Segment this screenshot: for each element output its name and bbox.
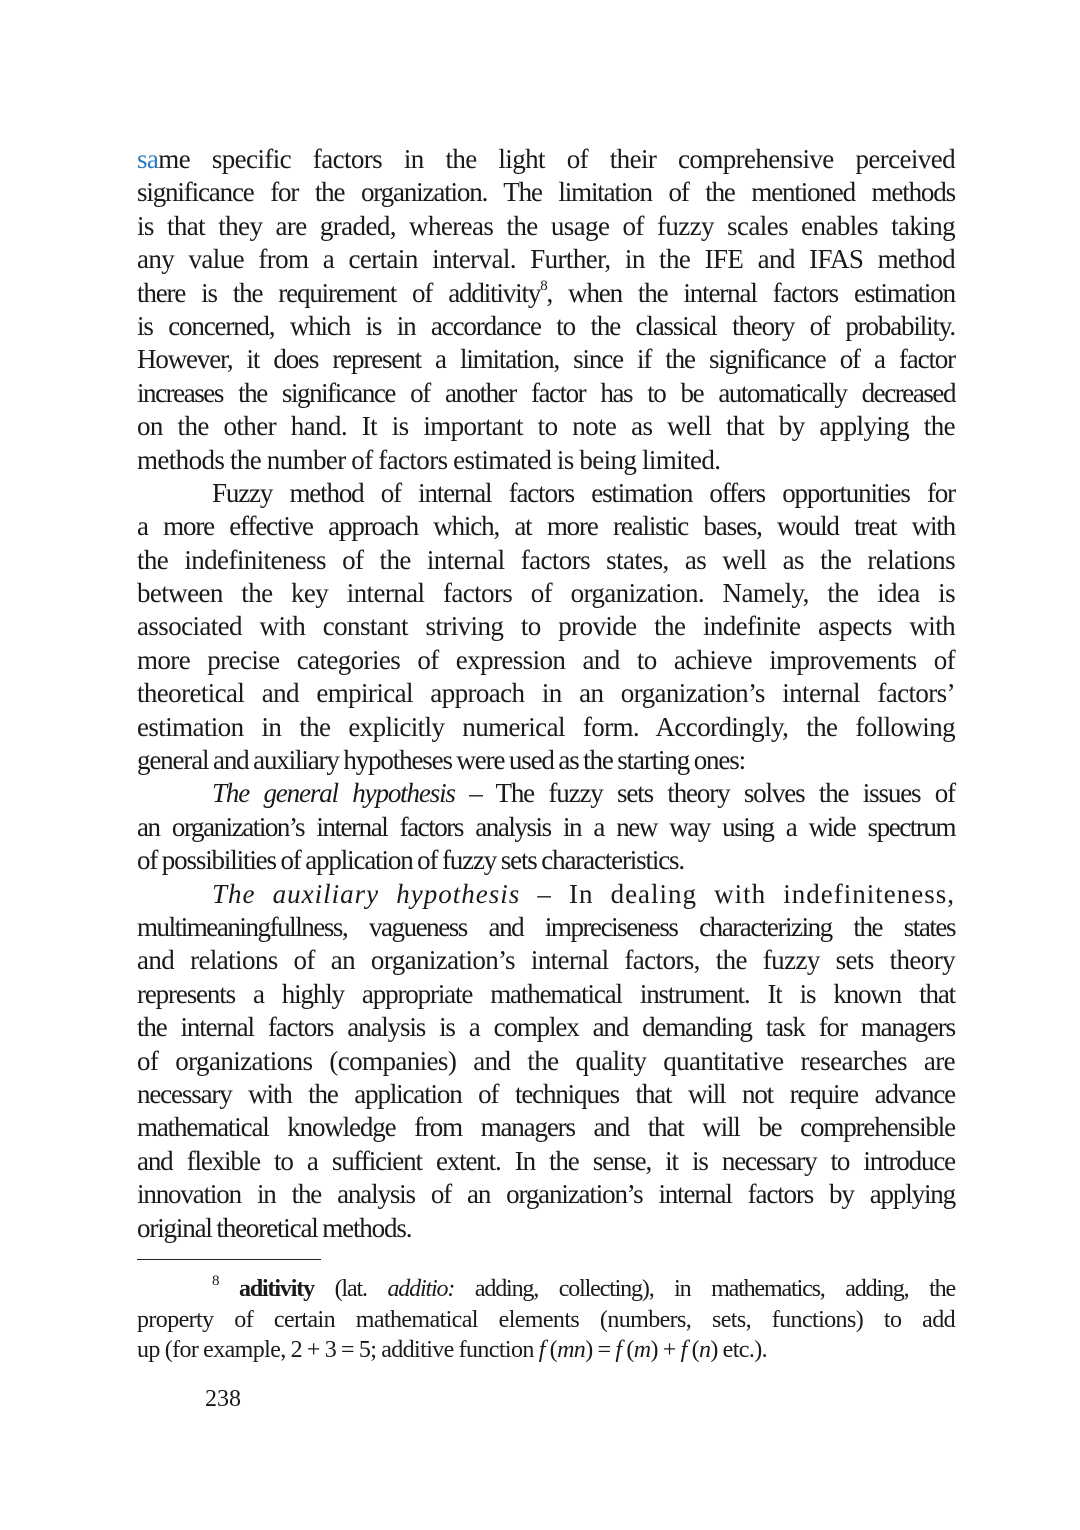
- text-line: The general hypothesis – The fuzzy sets theory solves the issues of: [212, 778, 955, 809]
- footnote-line: $^8$ aditivity (lat. additio: adding, collecting), in mathematics, adding, the: [212, 1273, 955, 1302]
- page-number: 238: [205, 1386, 241, 1412]
- footnote: [137, 1274, 955, 1366]
- footnote-line: property of certain mathematical elements (numbers, sets, functions) to add: [137, 1306, 955, 1333]
- hypothesis-label: The general hypothesis: [212, 778, 455, 809]
- text-line: any value from a certain interval. Further, in the IFE and IFAS method: [137, 244, 955, 275]
- text-line: and flexible to a sufficient extent. In the sense, it is necessary to introduce: [137, 1145, 955, 1176]
- text-line: theoretical and empirical approach in an organization’s internal factors’: [137, 678, 955, 709]
- text-line: Fuzzy method of internal factors estimation offers opportunities for: [212, 477, 955, 508]
- text-line: general and auxiliary hypotheses were used as the starting ones:: [137, 745, 745, 776]
- text-line: of possibilities of application of fuzzy sets characteristics.: [137, 845, 685, 876]
- text-line: multimeaningfullness, vagueness and impreciseness characterizing the states: [137, 911, 955, 942]
- footnote-line: up (for example, 2 + 3 = 5; additive function f (mn) = f (m) + f (n) etc.).: [137, 1337, 768, 1363]
- paragraph-1: [137, 143, 955, 477]
- text-line: innovation in the analysis of an organization’s internal factors by applying: [137, 1179, 955, 1210]
- text-line: and relations of an organization’s internal factors, the fuzzy sets theory: [137, 945, 955, 976]
- text-line: an organization’s internal factors analysis in a new way using a wide spectrum: [137, 811, 955, 842]
- text-line: increases the significance of another factor has to be automatically decreased: [137, 377, 955, 408]
- text-line: The auxiliary hypothesis – In dealing with indefiniteness,: [212, 878, 955, 909]
- text-line: is concerned, which is in accordance to the classical theory of probability.: [137, 310, 955, 341]
- text-line: same specific factors in the light of their comprehensive perceived: [137, 144, 955, 174]
- paragraph-2: [137, 477, 955, 778]
- text-line: a more effective approach which, at more realistic bases, would treat with: [137, 511, 955, 542]
- text-line: between the key internal factors of organization. Namely, the idea is: [137, 578, 955, 609]
- text-line: on the other hand. It is important to note as well that by applying the: [137, 411, 955, 442]
- text-line: methods the number of factors estimated is being limited.: [137, 444, 721, 475]
- text-line: represents a highly appropriate mathematical instrument. It is known that: [137, 978, 955, 1009]
- text-line: mathematical knowledge from managers and that will be comprehensible: [137, 1112, 955, 1143]
- paragraph-auxiliary-hypothesis: [137, 878, 955, 1245]
- text-line: there is the requirement of additivity$^8$, when the internal factors estimation: [137, 277, 955, 308]
- text-line: However, it does represent a limitation, since if the significance of a factor: [137, 344, 955, 375]
- text-line: estimation in the explicitly numerical form. Accordingly, the following: [137, 711, 955, 742]
- text-line: the internal factors analysis is a complex and demanding task for managers: [137, 1012, 955, 1043]
- text-line: significance for the organization. The limitation of the mentioned methods: [137, 177, 955, 208]
- text-line: the indefiniteness of the internal factors states, as well as the relations: [137, 544, 955, 575]
- text-line: of organizations (companies) and the quality quantitative researches are: [137, 1045, 955, 1076]
- body-text: [137, 143, 955, 1245]
- text-line: more precise categories of expression and to achieve improvements of: [137, 644, 955, 675]
- text-line: necessary with the application of techniques that will not require advance: [137, 1078, 955, 1109]
- text-line: original theoretical methods.: [137, 1212, 412, 1243]
- footnote-term: aditivity: [238, 1276, 314, 1302]
- text-line: is that they are graded, whereas the usage of fuzzy scales enables taking: [137, 210, 955, 241]
- hypothesis-label: The auxiliary hypothesis: [212, 878, 521, 909]
- footnote-separator: [137, 1259, 321, 1260]
- footnote-number: 8: [212, 1273, 219, 1289]
- footnote-ref[interactable]: 8: [540, 277, 547, 294]
- paragraph-general-hypothesis: [137, 777, 955, 877]
- highlighted-text: sa: [137, 144, 159, 174]
- text-line: associated with constant striving to provide the indefinite aspects with: [137, 611, 955, 642]
